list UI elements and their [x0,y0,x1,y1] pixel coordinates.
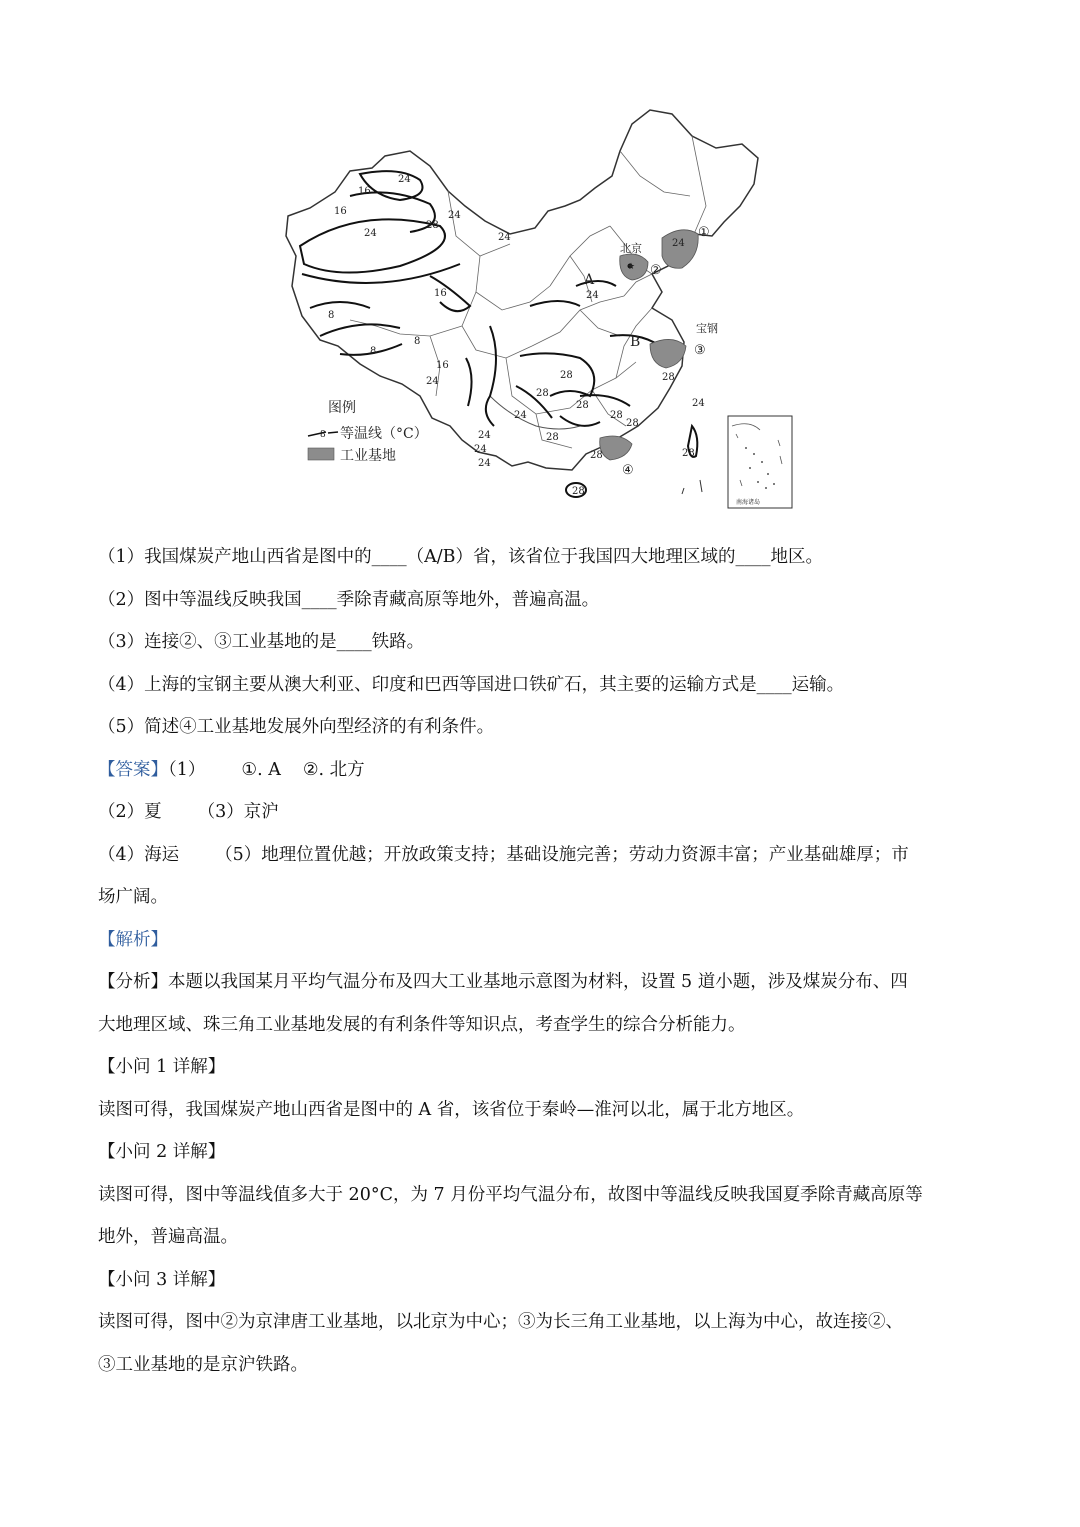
isotherm-label: 24 [448,210,461,221]
legend-industrial-label: 工业基地 [340,448,396,464]
legend-isotherm-sample: 8 [320,430,326,440]
map-svg [280,96,800,516]
beijing-label: 北京 [620,242,642,255]
isotherm-label: 8 [328,310,335,321]
question-4: （4）上海的宝钢主要从澳大利亚、印度和巴西等国进口铁矿石，其主要的运输方式是____运输。 [98,674,845,695]
answer-5-line2: 场广阔。 [98,887,168,907]
isotherm-label: 16 [358,186,371,197]
isotherm-label: 24 [364,228,377,239]
answer-5-line1: （5）地理位置优越；开放政策支持；基础设施完善；劳动力资源丰富；产业基础雄厚；市 [215,844,909,865]
sub2-title: 【小问 2 详解】 [98,1142,226,1162]
isotherm-label: 16 [334,206,347,217]
question-5: （5）简述④工业基地发展外向型经济的有利条件。 [98,717,495,737]
isotherm-label: 28 [426,220,439,231]
industrial-bases [600,230,698,460]
isotherm-label: 24 [672,238,685,249]
question-1: （1）我国煤炭产地山西省是图中的____（A/B）省，该省位于我国四大地理区域的____地区。 [98,547,824,567]
isotherm-label: 24 [478,430,491,441]
isotherm-label: 24 [474,444,487,455]
legend-isotherm-label: 等温线（°C） [340,426,428,442]
answer-1-part2: ②. 北方 [302,759,365,780]
svg-text:★: ★ [627,262,636,272]
sub2-line2: 地外，普遍高温。 [98,1227,238,1247]
analysis-label: 【解析】 [98,929,168,950]
isotherm-label: 28 [536,388,549,399]
isotherm-label: 28 [610,410,623,421]
base-1-label: ① [698,225,710,240]
isotherm-label: 24 [478,458,491,469]
sub3-line1: 读图可得，图中②为京津唐工业基地，以北京为中心；③为长三角工业基地，以上海为中心，故连接②、 [98,1312,903,1332]
isotherm-label: 16 [436,360,449,371]
answer-3: （3）京沪 [197,802,279,822]
answer-1-part1: ①. A [241,759,281,780]
answer-label: 【答案】 [98,759,168,780]
exam-text-block [98,536,988,1386]
isotherm-label: 28 [662,372,675,383]
isotherms [300,171,660,426]
answer-1-prefix: （1） [168,759,206,780]
legend-industrial-swatch [308,448,334,460]
province-B-label: B [630,334,641,350]
sub3-line2: ③工业基地的是京沪铁路。 [98,1354,308,1375]
isotherm-label: 8 [414,336,421,347]
question-3: （3）连接②、③工业基地的是____铁路。 [98,632,425,652]
south-china-sea-inset [728,416,792,508]
isotherm-label: 24 [398,174,411,185]
answer-line-1 [98,749,988,792]
base-3-label: ③ [694,343,706,358]
sub1-text: 读图可得，我国煤炭产地山西省是图中的 A 省，该省位于秦岭—淮河以北，属于北方地区。 [98,1099,805,1120]
answer-4: （4）海运 [98,844,180,865]
isotherm-label: 28 [572,486,585,497]
china-isotherm-map [280,96,800,516]
base-2-label: ② [650,263,662,278]
isotherm-label: 24 [586,290,599,301]
isotherm-label: 28 [590,450,603,461]
answer-line-2 [98,791,988,834]
question-2: （2）图中等温线反映我国____季除青藏高原等地外，普遍高温。 [98,589,600,610]
sub2-line1: 读图可得，图中等温线值多大于 20°C，为 7 月份平均气温分布，故图中等温线反映我国夏季除青藏高原等 [98,1184,923,1205]
isotherm-label: 24 [426,376,439,387]
isotherm-label: 24 [514,410,527,421]
analysis-fenxi-line2: 大地理区域、珠三角工业基地发展的有利条件等知识点，考查学生的综合分析能力。 [98,1014,746,1035]
isotherm-label: 16 [434,288,447,299]
base-4-label: ④ [622,463,634,478]
isotherm-label: 24 [692,398,705,409]
map-legend [308,400,428,464]
inset-label: 南海诸岛 [736,499,761,506]
answer-line-3 [98,834,988,877]
isotherm-label: 28 [560,370,573,381]
province-A-label: A [584,272,595,288]
isotherm-label: 24 [498,232,511,243]
sub3-title: 【小问 3 详解】 [98,1269,226,1290]
isotherm-label: 28 [626,418,639,429]
isotherm-label: 28 [576,400,589,411]
legend-title: 图例 [328,400,356,416]
answer-2: （2）夏 [98,802,162,822]
isotherm-label: 8 [370,346,377,357]
isotherm-label: 28 [546,432,559,443]
isotherm-label: 28 [682,448,695,459]
baogang-label: 宝钢 [696,322,718,335]
sub1-title: 【小问 1 详解】 [98,1057,226,1077]
analysis-fenxi-line1: 【分析】本题以我国某月平均气温分布及四大工业基地示意图为材料，设置 5 道小题，涉及煤炭分布、四 [98,972,908,992]
